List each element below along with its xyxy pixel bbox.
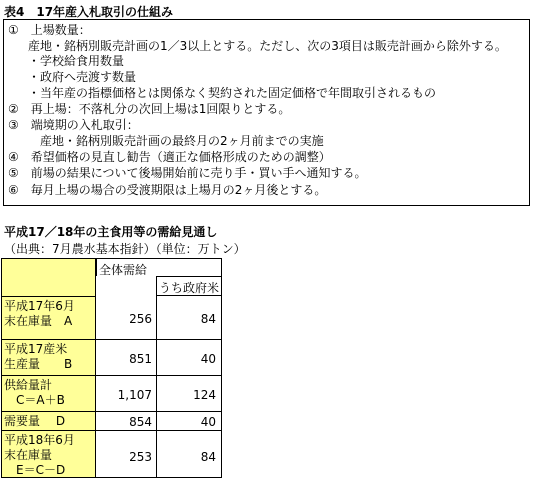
row-label-e: 平成18年6月 末在庫量 E＝C－D — [1, 430, 96, 478]
rule-3-heading: ③ 端境期の入札取引： — [8, 118, 139, 132]
table4-title: 表4 17年産入札取引の仕組み — [4, 5, 174, 19]
rule-6: ⑥ 毎月上場の場合の受渡期限は上場月の2ヶ月後とする。 — [8, 183, 327, 197]
row-e-total: 253 — [129, 450, 152, 464]
row-a-total: 256 — [129, 312, 152, 326]
row-d-gov: 40 — [200, 415, 216, 429]
rule-1-heading: ① 上場数量： — [8, 23, 91, 37]
rule-1-item-3: ・当年産の指標価格とは関係なく契約された固定価格で年間取引されるもの — [16, 86, 437, 100]
header-blank-cell — [1, 258, 96, 297]
row-label-c: 供給量計 C＝A＋B — [1, 375, 96, 412]
row-b-gov: 40 — [200, 352, 216, 366]
header-gov: うち政府米 — [156, 276, 222, 296]
row-label-a: 平成17年6月 末在庫量 A — [1, 296, 96, 340]
header-total: 全体需給 — [96, 258, 222, 276]
row-a-gov: 84 — [200, 312, 216, 326]
rules-box — [3, 19, 530, 206]
rule-3-text: 産地・銘柄別販売計画の最終月の2ヶ月前までの実施 — [16, 134, 324, 148]
row-c-gov: 124 — [193, 388, 216, 402]
source-note: （出典：7月農水基本指針）（単位：万トン） — [4, 242, 246, 256]
rule-4: ④ 希望価格の見直し勧告（適正な価格形成のための調整） — [8, 150, 331, 164]
row-label-b: 平成17産米 生産量 B — [1, 339, 96, 376]
rule-5: ⑤ 前場の結果について後場開始前に売り手・買い手へ通知する。 — [8, 166, 367, 180]
rule-2: ② 再上場：不落札分の次回上場は1回限りとする。 — [8, 102, 291, 116]
row-c-total: 1,107 — [117, 388, 152, 402]
row-d-total: 854 — [129, 415, 152, 429]
row-label-d: 需要量 D — [1, 411, 96, 431]
row-e-gov: 84 — [200, 450, 216, 464]
rule-1-text: 産地・銘柄別販売計画の1／3以上とする。ただし、次の3項目は販売計画から除外する。 — [16, 39, 507, 53]
rule-1-item-2: ・政府へ売渡す数量 — [16, 70, 137, 84]
supply-title: 平成17／18年の主食用等の需給見通し — [4, 225, 218, 239]
rule-1-item-1: ・学校給食用数量 — [16, 54, 125, 68]
row-b-total: 851 — [129, 352, 152, 366]
